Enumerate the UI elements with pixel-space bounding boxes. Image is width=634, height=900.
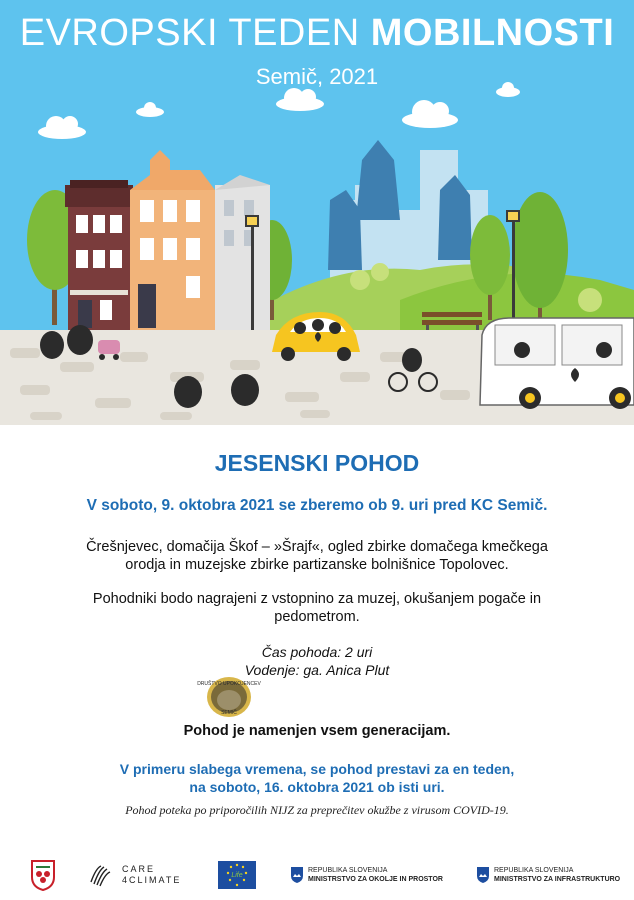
ministry-infrastructure-text — [494, 866, 620, 884]
pensioners-society-badge — [197, 676, 261, 723]
sponsor-logos — [0, 858, 634, 892]
title-light: EVROPSKI TEDEN — [19, 12, 371, 54]
badge-text-top: DRUŠTVO UPOKOJENCEV — [197, 681, 261, 687]
generations-note: Pohod je namenjen vsem generacijam. — [183, 723, 451, 739]
badge-text-bottom: SEMIČ — [221, 710, 237, 716]
reward-line-1: Pohodniki bodo nagrajeni z vstopnino za muzej, okušanjem pogače in — [92, 591, 542, 607]
life-text: Life — [231, 872, 243, 879]
poster-subtitle: Semič, 2021 — [255, 64, 379, 89]
weather-line-2: na soboto, 16. oktobra 2021 ob isti uri. — [189, 779, 445, 795]
red-building — [65, 180, 133, 330]
ministry-infrastructure-logo — [476, 858, 620, 892]
event-heading: JESENSKI POHOD — [214, 450, 420, 476]
slovenia-coat-of-arms-icon — [290, 866, 304, 884]
route-line-1: Črešnjevec, domačija Škof – »Šrajf«, ogled zbirke domačega kmečkega — [86, 539, 548, 555]
care4climate-logo-icon — [88, 862, 114, 888]
ministry2-line-2: MINISTRSTVO ZA INFRASTRUKTURO — [494, 876, 621, 883]
covid-note: Pohod poteka po priporočilih NIJZ za preprečitev okužbe z virusom COVID-19. — [125, 803, 509, 817]
semic-crest-logo — [30, 858, 56, 892]
duration: Čas pohoda: 2 uri — [261, 644, 373, 660]
grey-building — [215, 175, 270, 330]
poster-title — [0, 12, 634, 55]
guide: Vodenje: ga. Anica Plut — [244, 662, 390, 678]
ministry1-line-2: MINISTRSTVO ZA OKOLJE IN PROSTOR — [308, 876, 443, 883]
care-line-1: CARE — [122, 864, 156, 874]
event-details — [0, 643, 634, 679]
meeting-date: V soboto, 9. oktobra 2021 se zberemo ob 9. uri pred KC Semič. — [86, 497, 548, 514]
reward-line-2: pedometrom. — [274, 609, 360, 625]
semic-crest-icon — [30, 859, 56, 891]
reward-description — [0, 590, 634, 626]
ministry-environment-logo — [290, 858, 443, 892]
bad-weather-note — [0, 760, 634, 796]
care4climate-text — [122, 864, 181, 886]
slovenia-coat-of-arms-icon — [476, 866, 490, 884]
ministry-environment-text — [308, 866, 443, 884]
eu-life-logo — [218, 858, 256, 892]
ministry2-line-1: REPUBLIKA SLOVENIJA — [494, 867, 574, 874]
weather-line-1: V primeru slabega vremena, se pohod prestavi za en teden, — [119, 761, 515, 777]
route-description — [0, 538, 634, 574]
eco-bus — [480, 318, 634, 409]
eu-life-flag-icon — [218, 861, 256, 889]
care-line-2: 4CLIMATE — [122, 875, 182, 885]
title-bold: MOBILNOSTI — [370, 12, 615, 54]
ministry1-line-1: REPUBLIKA SLOVENIJA — [308, 867, 388, 874]
route-line-2: orodja in muzejske zbirke partizanske bolnišnice Topolovec. — [125, 557, 509, 573]
care4climate-logo — [88, 858, 181, 892]
